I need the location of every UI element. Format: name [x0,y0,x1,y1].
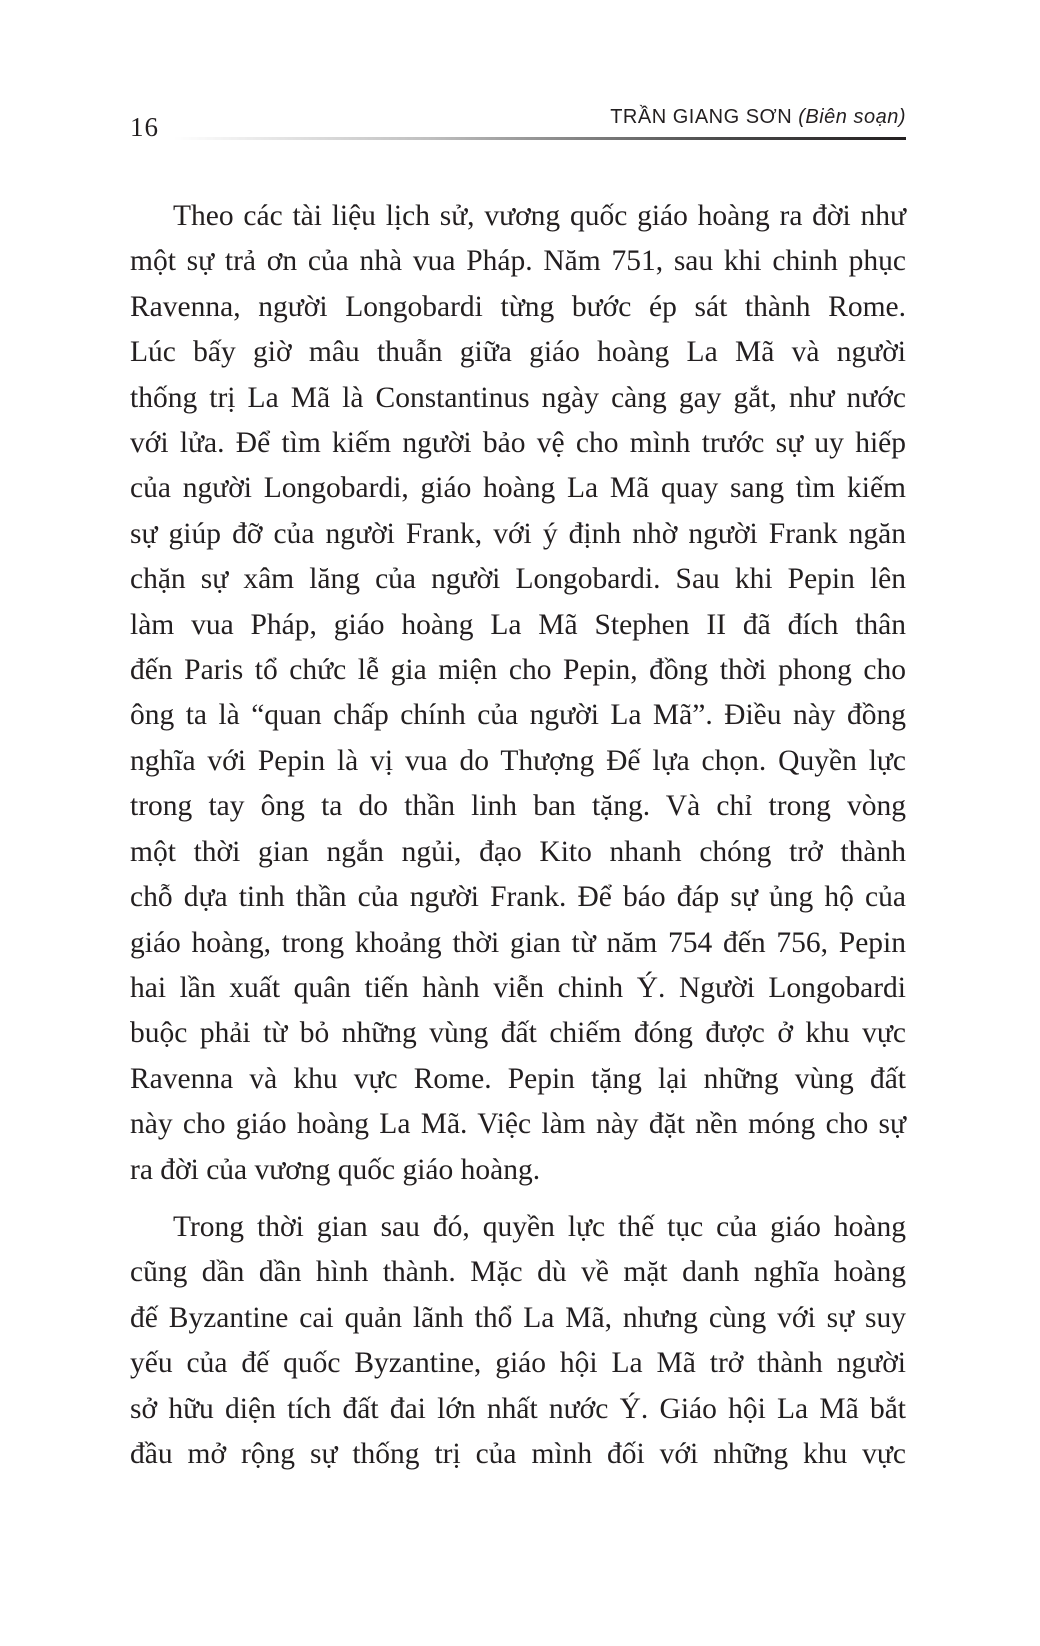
page-number: 16 [130,112,159,142]
body-text [130,194,906,1477]
text-line: hai lần xuất quân tiến hành viễn chinh Ý. Người Longobardi [130,971,906,1004]
text-line: Ravenna, người Longobardi từng bước ép sát thành Rome. [130,290,906,323]
text-line: với lửa. Để tìm kiếm người bảo vệ cho mình trước sự uy hiếp [130,427,906,460]
text-line: Theo các tài liệu lịch sử, vương quốc giáo hoàng ra đời như [173,200,906,232]
text-line: trong tay ông ta do thần linh ban tặng. Và chỉ trong vòng [130,790,906,823]
text-line: đến Paris tổ chức lễ gia miện cho Pepin, đồng thời phong cho [130,654,906,687]
text-line: Ravenna và khu vực Rome. Pepin tặng lại những vùng đất [130,1062,906,1095]
running-head-editor: (Biên soạn) [798,106,906,128]
page-header [130,106,906,146]
text-line: giáo hoàng, trong khoảng thời gian từ năm 754 đến 756, Pepin [130,926,906,959]
text-line: chỗ dựa tinh thần của người Frank. Để báo đáp sự ủng hộ của [130,881,906,914]
text-line: sở hữu diện tích đất đai lớn nhất nước Ý. Giáo hội La Mã bắt [130,1392,906,1425]
text-line: đầu mở rộng sự thống trị của mình đối với những khu vực [130,1437,906,1470]
text-line: ra đời của vương quốc giáo hoàng. [130,1153,541,1186]
header-rule [174,137,906,140]
text-line: đế Byzantine cai quản lãnh thổ La Mã, nhưng cùng với sự suy [130,1301,906,1334]
text-line: thống trị La Mã là Constantinus ngày càng gay gắt, như nước [130,381,906,414]
running-head-author: TRẦN GIANG SƠN [610,106,793,128]
paragraph-2 [130,1205,906,1477]
text-line: một sự trả ơn của nhà vua Pháp. Năm 751, sau khi chinh phục [130,245,906,278]
text-line: sự giúp đỡ của người Frank, với ý định nhờ người Frank ngăn [130,517,906,550]
text-line: làm vua Pháp, giáo hoàng La Mã Stephen II đã đích thân [130,608,906,641]
text-line: Lúc bấy giờ mâu thuẫn giữa giáo hoàng La Mã và người [130,336,906,369]
paragraph-1 [130,194,906,1193]
text-line: cũng dần dần hình thành. Mặc dù về mặt danh nghĩa hoàng [130,1256,906,1289]
text-line: ông ta là “quan chấp chính của người La Mã”. Điều này đồng [130,699,906,732]
text-line: của người Longobardi, giáo hoàng La Mã quay sang tìm kiếm [130,472,906,505]
text-line: nghĩa với Pepin là vị vua do Thượng Đế lựa chọn. Quyền lực [130,744,906,777]
text-line: buộc phải từ bỏ những vùng đất chiếm đóng được ở khu vực [130,1017,906,1050]
running-head [610,106,906,129]
text-line: chặn sự xâm lăng của người Longobardi. Sau khi Pepin lên [130,563,906,596]
text-line: một thời gian ngắn ngủi, đạo Kito nhanh chóng trở thành [130,835,906,868]
text-line: Trong thời gian sau đó, quyền lực thế tục của giáo hoàng [173,1210,906,1243]
text-line: này cho giáo hoàng La Mã. Việc làm này đặt nền móng cho sự [130,1108,906,1141]
text-line: yếu của đế quốc Byzantine, giáo hội La Mã trở thành người [130,1347,906,1380]
